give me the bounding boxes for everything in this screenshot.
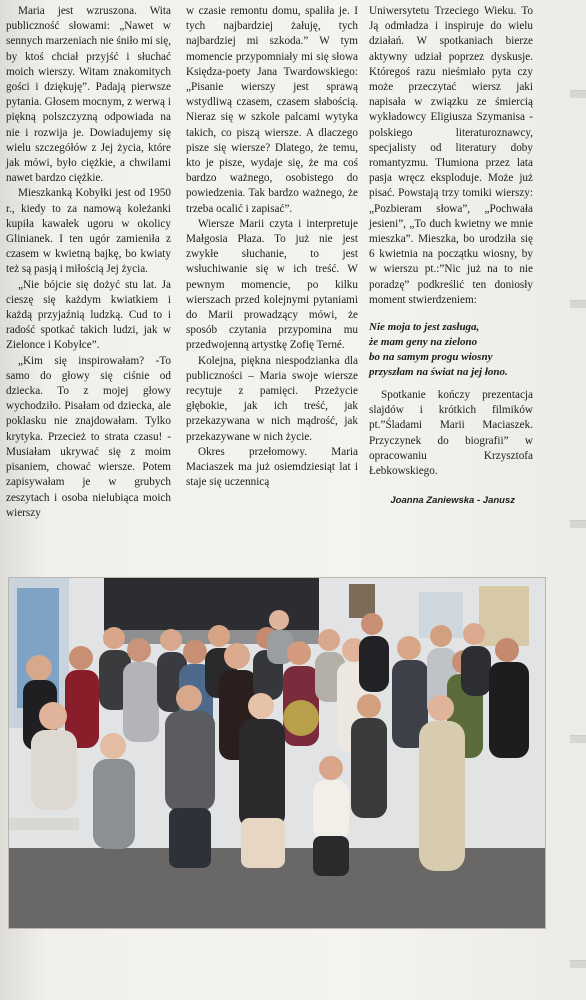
page-edge-mark [570, 960, 586, 968]
paragraph: w czasie remontu domu, spaliła je. I tych najbardziej żałuję, tych najbardziej mi szkoda.” W tym momencie przypomniały mi się słowa Księdza-poety Jana Twardowskiego: „Pisanie wierszy jest sprawą wstydliwą czasem, czasem słabością. Nieraz się w szkole palcami wytyka takich, co piszą wiersze. A dlaczego pisze się wiersze? Dlatego, że temu, kto je pisze, wydaje się, że ma coś bardzo ważnego, osobistego do powiedzenia. Tak bardzo ważnego, że trzeba ocalić i zapisać”. [186, 5, 358, 215]
author-signature: Joanna Zaniewska - Janusz [390, 495, 515, 507]
page-edge-mark [570, 300, 586, 308]
paragraph: „Nie bójcie się dożyć stu lat. Ja cieszę się każdym kwiatkiem i każdą przyjaźnią ludzką. Cud to i radość spotkać takich ludzi, jak w Zielonce i Kobyłce”. [6, 278, 171, 352]
poem-line: Nie moja to jest zasługa, [369, 321, 480, 334]
paragraph: Spotkanie kończy prezentacja slajdów i krótkich filmików pt.”Śladami Marii Maciaszek. Przyczynek do biografii” w opracowaniu Krzysztofa Łebkowskiego. [369, 389, 533, 478]
group-photo [8, 577, 546, 929]
poem-line: bo na samym progu wiosny [369, 351, 493, 364]
paragraph: Wiersze Marii czyta i interpretuje Małgosia Płaza. To już nie jest zwykłe słuchanie, to jest wsłuchiwanie się w ich treść. W pewnym momencie, po kilku wierszach przed kolejnymi pytaniami do Marii prowadzący mówi, że sposób czytania przypomina mu przedwojenną artystkę Zofię Terné. [186, 217, 358, 352]
article-column-2 [186, 4, 358, 491]
paragraph: Okres przełomowy. Maria Maciaszek ma już osiemdziesiąt lat i staje się uczennicą [186, 445, 358, 489]
page-edge-mark [570, 735, 586, 743]
page-edge-mark [570, 520, 586, 528]
paragraph: Mieszkanką Kobyłki jest od 1950 r., kiedy to za namową koleżanki kupiła kawałek ugoru w okolicy Glinianek. I ten ugór zamieniła z czasem w kwietną bajkę, bo kwiaty też są pasją i miłością Jej życia. [6, 187, 171, 276]
page-edge-mark [570, 90, 586, 98]
poem-line: przyszłam na świat na jej łono. [369, 366, 508, 379]
group-photo-illustration [9, 578, 545, 928]
poem-quote [369, 320, 533, 380]
paragraph: Maria jest wzruszona. Wita publiczność słowami: „Nawet w sennych marzeniach nie śniło mi się, by ktoś chciał przyjść i słuchać moich wierszy. Witam znakomitych gości i dziękuję”. Padają pierwsze pytania. Głosem mocnym, z werwą i piękną polszczyzną odpowiada na nie i rozwija je. Dowiadujemy się wielu szczegółów z Jej życia, które jak mówi, było ciężkie, a chwilami nawet bardzo ciężkie. [6, 5, 171, 185]
article-column-1 [6, 4, 171, 521]
paragraph: Uniwersytetu Trzeciego Wieku. To Ją odmładza i inspiruje do wielu działań. W spotkaniach bierze aktywny udział poprzez dyskusje. Któregoś razu nieśmiało pyta czy może przeczytać wiersz jaki napisała w związku ze śmiercią wykładowcy Eligiusza Szymanisa - polskiego literaturoznawcy, specjalisty od literatury doby romantyzmu. Tłumiona przez lata pasja wręcz eksploduje. Może już pisać. Powstają trzy tomiki wierszy: „Pozbieram słowa”, „Pochwała jesieni”, „To duch kwietny we mnie mieszka”. Mieszka, bo urodziła się 6 kwietnia na początku wiosny, by w wierszu pt.:”Nic już na to nie poradzę” podkreślić ten doniosły moment stwierdzeniem: [369, 5, 533, 306]
paragraph: Kolejna, piękna niespodzianka dla publiczności – Maria swoje wiersze recytuje z pamięci. Przeżycie głębokie, jak ich treść, jak przekazywana w nich mądrość, jak przekazywane w nich życie. [186, 354, 358, 443]
article-column-3 [369, 4, 533, 508]
poem-line: że mam geny na zielono [369, 336, 478, 349]
paragraph: „Kim się inspirowałam? -To samo do głowy się ciśnie od dziecka. To z mojej głowy wychodziło. Pisałam od dziecka, ale poklasku nie znajdowałam. Tylko krytyka. Przecież to strata czasu! - Musiałam ukrywać się z moim pisaniem, chować wiersze. Potem zapisywałam je w grubych zeszytach i osoba nielubiąca moich wierszy [6, 354, 171, 519]
